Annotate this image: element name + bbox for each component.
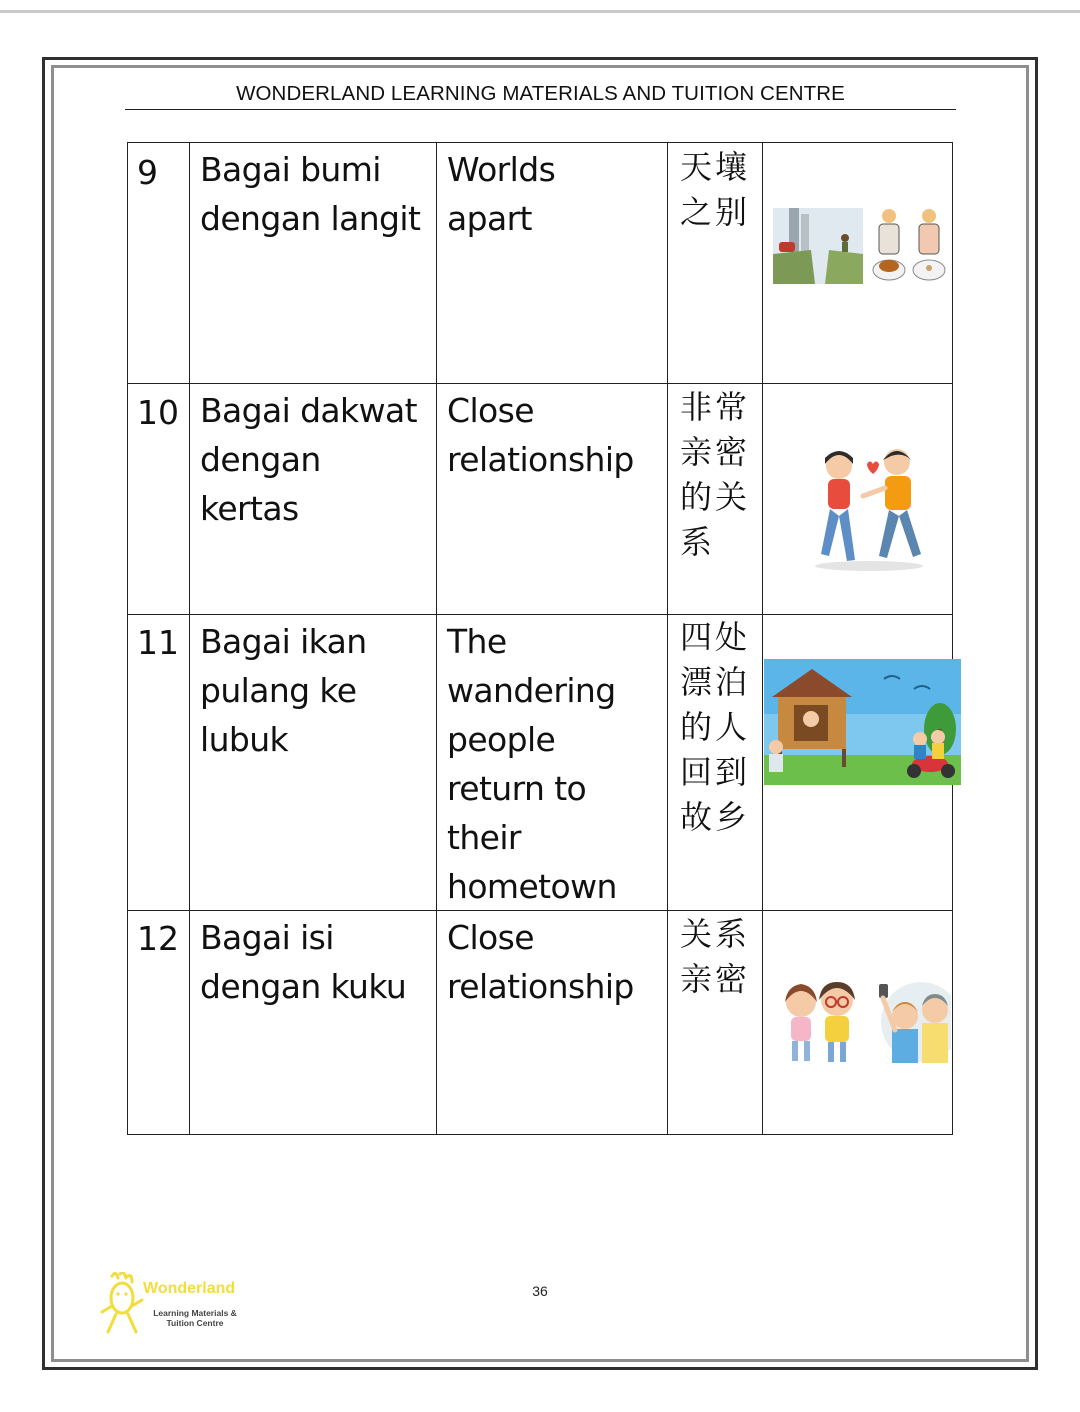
text-line: wandering <box>447 671 616 710</box>
text-line: 亲密 <box>680 960 751 998</box>
text-line: dengan kuku <box>200 967 407 1006</box>
text-line: lubuk <box>200 720 289 759</box>
malay-idiom <box>200 145 420 243</box>
table-line <box>762 142 763 1135</box>
table-line <box>127 614 953 615</box>
chinese-meaning <box>680 385 750 565</box>
text-line: Bagai dakwat <box>200 391 417 430</box>
text-line: hometown <box>447 867 617 906</box>
chinese-meaning <box>680 912 750 1002</box>
text-line: Bagai bumi <box>200 150 381 189</box>
text-line: Close <box>447 391 534 430</box>
text-line: 的人 <box>680 708 751 746</box>
table-line <box>436 142 437 1135</box>
text-line: 之别 <box>680 193 751 231</box>
table-line <box>667 142 668 1135</box>
table-line <box>189 142 190 1135</box>
text-line: 漂泊 <box>680 663 751 701</box>
table-line <box>127 142 953 143</box>
text-line: 非常 <box>680 388 751 426</box>
text-line: kertas <box>200 489 299 528</box>
text-line: pulang ke <box>200 671 357 710</box>
table-line <box>952 142 953 1135</box>
text-line: relationship <box>447 967 634 1006</box>
couple-illustration <box>811 444 927 572</box>
table-line <box>127 142 128 1135</box>
text-line: dengan <box>200 440 321 479</box>
text-line: 四处 <box>680 618 751 656</box>
text-line: 亲密 <box>680 433 751 471</box>
wonderland-logo <box>100 1272 260 1338</box>
row-number: 10 <box>137 393 179 432</box>
table-line <box>127 1134 953 1135</box>
text-line: 故乡 <box>680 798 751 836</box>
text-line: Bagai ikan <box>200 622 367 661</box>
malay-idiom <box>200 386 417 533</box>
text-line: Worlds <box>447 150 556 189</box>
hometown-illustration <box>764 659 961 785</box>
logo-subtitle <box>145 1308 245 1328</box>
malay-idiom <box>200 617 367 764</box>
row-number: 12 <box>137 919 179 958</box>
logo-title: Wonderland <box>143 1280 236 1297</box>
header-rule <box>125 109 956 110</box>
english-meaning <box>447 145 555 243</box>
chinese-meaning <box>680 615 750 840</box>
text-line: Tuition Centre <box>166 1318 224 1328</box>
text-line: return to <box>447 769 587 808</box>
text-line: 天壤 <box>680 148 751 186</box>
row-number: 9 <box>137 153 158 192</box>
text-line: 关系 <box>680 915 751 953</box>
text-line: people <box>447 720 556 759</box>
page-header: WONDERLAND LEARNING MATERIALS AND TUITION CENTRE <box>236 82 845 105</box>
text-line: Bagai isi <box>200 918 334 957</box>
malay-idiom <box>200 913 406 1011</box>
text-line: relationship <box>447 440 634 479</box>
text-line: Learning Materials & <box>153 1308 237 1318</box>
text-line: 系 <box>680 523 716 561</box>
text-line: 回到 <box>680 753 751 791</box>
english-meaning <box>447 617 617 911</box>
friends-illustration <box>779 976 951 1068</box>
table-line <box>127 383 953 384</box>
chinese-meaning <box>680 145 750 235</box>
text-line: The <box>447 622 507 661</box>
worlds-apart-illustration <box>771 204 951 286</box>
text-line: apart <box>447 199 532 238</box>
text-line: Close <box>447 918 534 957</box>
page-number: 36 <box>532 1283 548 1299</box>
idiom-table <box>127 142 953 1135</box>
english-meaning <box>447 386 634 484</box>
row-number: 11 <box>137 623 179 662</box>
wonderland-mascot-icon <box>100 1272 144 1338</box>
text-line: dengan langit <box>200 199 421 238</box>
text-line: 的关 <box>680 478 751 516</box>
top-divider <box>0 10 1080 13</box>
english-meaning <box>447 913 634 1011</box>
text-line: their <box>447 818 521 857</box>
